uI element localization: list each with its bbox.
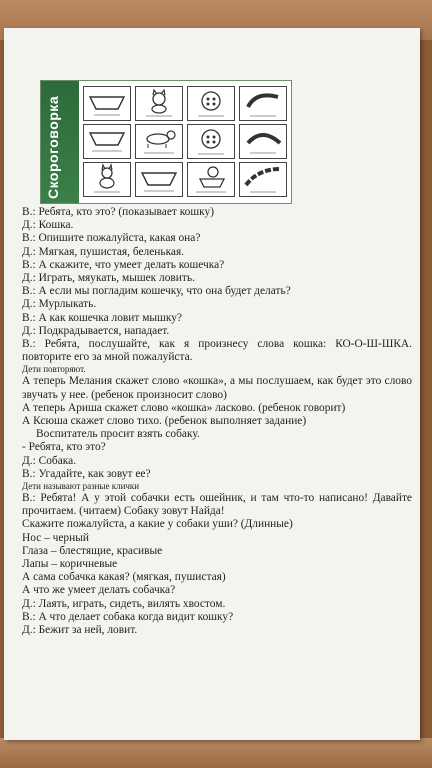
bowl-picture bbox=[135, 162, 183, 197]
dialogue-line: А что же умеет делать собачка? bbox=[22, 584, 176, 597]
dialogue-line: Воспитатель просит взять собаку. bbox=[36, 428, 200, 441]
sausage-picture bbox=[239, 162, 287, 197]
dialogue-line: А теперь Мелания скажет слово «кошка», а мы послушаем, как будет это слово звучать у нее. (ребенок произносит слово) bbox=[22, 375, 412, 401]
sausage-picture bbox=[239, 86, 287, 121]
bowl-picture bbox=[83, 86, 131, 121]
dialogue-line: В.: А если мы погладим кошечку, что она будет делать? bbox=[22, 285, 291, 298]
dialogue-line: В.: А скажите, что умеет делать кошечка? bbox=[22, 258, 225, 271]
dialogue-line: Глаза – блестящие, красивые bbox=[22, 544, 163, 557]
dialogue-line: Д.: Лаять, играть, сидеть, вилять хвостом. bbox=[22, 597, 226, 610]
dialogue-line: Лапы – коричневые bbox=[22, 558, 118, 571]
cat-picture bbox=[83, 162, 131, 197]
button-picture bbox=[187, 124, 235, 159]
cat-picture bbox=[135, 86, 183, 121]
dialogue-line: Д.: Бежит за ней, ловит. bbox=[22, 624, 138, 637]
dialogue-line: В.: Ребята, кто это? (показывает кошку) bbox=[22, 206, 214, 218]
wall-background-bottom bbox=[0, 738, 432, 768]
dialogue-line: Нос – черный bbox=[22, 531, 89, 544]
dialogue-line: А теперь Ариша скажет слово «кошка» ласково. (ребенок говорит) bbox=[22, 401, 346, 414]
dialogue-line: Д.: Подкрадывается, нападает. bbox=[22, 324, 170, 337]
dialogue-line: Д.: Мягкая, пушистая, беленькая. bbox=[22, 245, 185, 258]
stage-direction: Дети называют разные клички bbox=[22, 481, 140, 492]
dialogue-line: Д.: Играть, мяукать, мышек ловить. bbox=[22, 272, 195, 285]
dialogue-line: В.: Ребята! А у этой собачки есть ошейник, и там что-то написано! Давайте прочитаем. (читаем) Собаку зовут Найда! bbox=[22, 492, 412, 518]
cat-with-bowl-picture bbox=[187, 162, 235, 197]
dialogue-line: Скажите пожалуйста, а какие у собаки уши? (Длинные) bbox=[22, 518, 293, 531]
dialogue-line: В.: Ребята, послушайте, как я произнесу слова кошка: КО-О-Ш-ШКА. повторите его за мной пожалуйста. bbox=[22, 338, 412, 364]
dialogue-line: В.: Опишите пожалуйста, какая она? bbox=[22, 232, 201, 245]
banner-title: Скороговорка bbox=[45, 95, 61, 199]
dialogue-line: В.: А что делает собака когда видит кошку? bbox=[22, 610, 234, 623]
button-picture bbox=[187, 86, 235, 121]
sausage-picture bbox=[239, 124, 287, 159]
lesson-dialogue bbox=[22, 206, 412, 637]
dialogue-line: А Ксюша скажет слово тихо. (ребенок выполняет задание) bbox=[22, 415, 307, 428]
dialogue-line: А сама собачка какая? (мягкая, пушистая) bbox=[22, 571, 226, 584]
dialogue-line: Д.: Кошка. bbox=[22, 219, 74, 232]
cat-picture bbox=[135, 124, 183, 159]
picture-grid bbox=[83, 86, 287, 198]
bowl-picture bbox=[83, 124, 131, 159]
dialogue-line: В.: А как кошечка ловит мышку? bbox=[22, 311, 182, 324]
dialogue-line: В.: Угадайте, как зовут ее? bbox=[22, 467, 151, 480]
stage-direction: Дети повторяют. bbox=[22, 364, 86, 375]
dialogue-line: Д.: Собака. bbox=[22, 454, 77, 467]
dialogue-line: Д.: Мурлыкать. bbox=[22, 298, 97, 311]
tongue-twister-banner bbox=[40, 80, 292, 204]
dialogue-line: - Ребята, кто это? bbox=[22, 441, 106, 454]
